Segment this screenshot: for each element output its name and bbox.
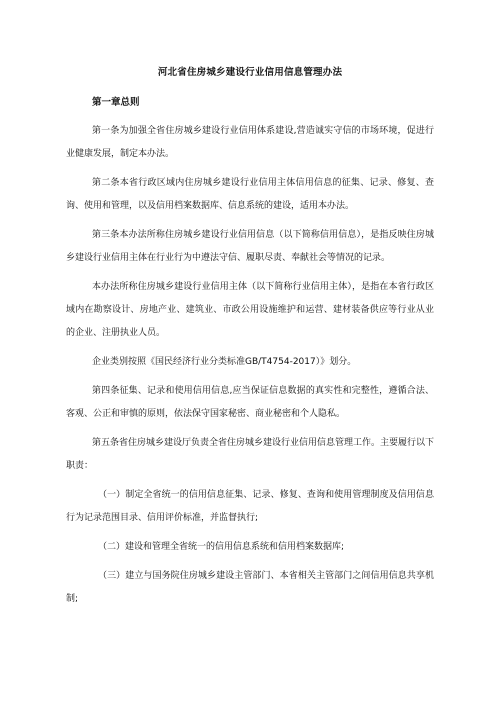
paragraph-article-1: 第一条为加强全省住房城乡建设行业信用体系建设,营造诚实守信的市场环境，促进行业健康发展，制定本办法。 (66, 126, 434, 159)
chapter-heading: 第一章总则 (92, 97, 140, 108)
paragraph-article-4: 第四条征集、记录和使用信用信息,应当保证信息数据的真实性和完整性，遵循合法、客观、公正和审慎的原则，依法保守国家秘密、商业秘密和个人隐私。 (66, 386, 434, 419)
paragraph-article-3: 第三条本办法所称住房城乡建设行业信用信息（以下简称信用信息），是指反映住房城乡建设行业信用主体在行业行为中遵法守信、履职尽责、奉献社会等情况的记录。 (66, 230, 434, 263)
paragraph-duty-1: （一）制定全省统一的信用信息征集、记录、修复、查询和使用管理制度及信用信息行为记录范围目录、信用评价标准，并监督执行; (66, 490, 434, 523)
document-title: 河北省住房城乡建设行业信用信息管理办法 (157, 67, 343, 78)
paragraph-duty-3: （三）建立与国务院住房城乡建设主管部门、本省相关主管部门之间信用信息共享机制; (66, 571, 434, 604)
paragraph-enterprise-category: 企业类别按照《国民经济行业分类标准GB/T4754-2017）》划分。 (92, 357, 357, 367)
paragraph-article-5: 第五条省住房城乡建设厅负责全省住房城乡建设行业信用信息管理工作。主要履行以下职责： (66, 438, 435, 471)
paragraph-article-2: 第二条本省行政区域内住房城乡建设行业信用主体信用信息的征集、记录、修复、查询、使用和管理，以及信用档案数据库、信息系统的建设，适用本办法。 (66, 178, 434, 211)
paragraph-duty-2: （二）建设和管理全省统一的信用信息系统和信用档案数据库; (98, 542, 345, 552)
paragraph-credit-subject: 本办法所称住房城乡建设行业信用主体（以下简称行业信用主体），是指在本省行政区域内在勘察设计、房地产业、建筑业、市政公用设施维护和运营、建材装备供应等行业从业的企业、注册执业人员。 (66, 282, 434, 338)
